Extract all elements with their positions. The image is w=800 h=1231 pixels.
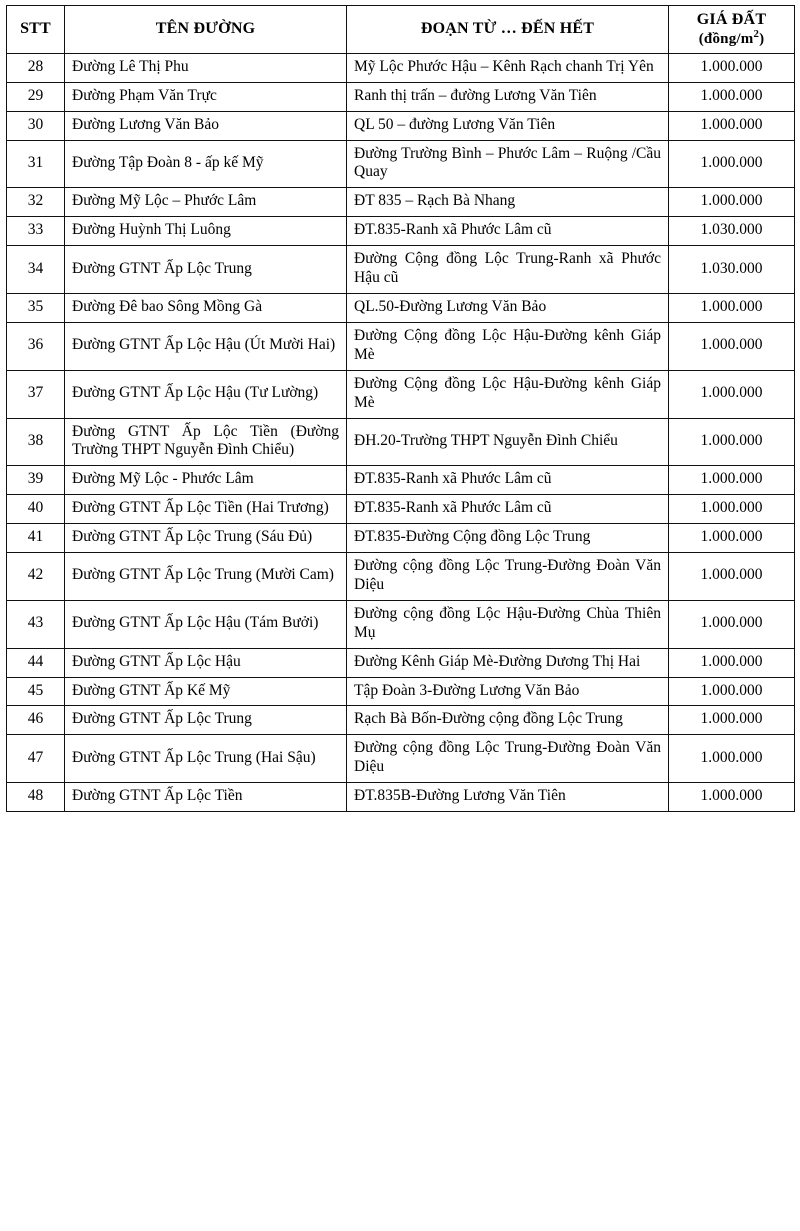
cell-street-name: Đường GTNT Ấp Lộc Tiền (Đường Trường THPT Nguyễn Đình Chiểu): [65, 418, 347, 466]
table-row: [7, 600, 795, 648]
column-header-street-name: TÊN ĐƯỜNG: [65, 6, 347, 54]
cell-segment: Đường Cộng đồng Lộc Hậu-Đường kênh Giáp Mè: [347, 322, 669, 370]
cell-price: 1.000.000: [669, 188, 795, 217]
cell-price: 1.000.000: [669, 293, 795, 322]
cell-price: 1.000.000: [669, 706, 795, 735]
table-row: [7, 783, 795, 812]
cell-street-name: Đường Huỳnh Thị Luông: [65, 217, 347, 246]
cell-street-name: Đường GTNT Ấp Lộc Hậu (Tám Bưởi): [65, 600, 347, 648]
cell-segment: Đường Cộng đồng Lộc Trung-Ranh xã Phước Hậu cũ: [347, 246, 669, 294]
table-row: [7, 524, 795, 553]
cell-stt: 48: [7, 783, 65, 812]
cell-stt: 39: [7, 466, 65, 495]
price-unit-prefix: (đồng/m: [698, 30, 754, 47]
cell-segment: ĐT.835B-Đường Lương Văn Tiên: [347, 783, 669, 812]
cell-segment: Đường cộng đồng Lộc Trung-Đường Đoàn Văn Diệu: [347, 735, 669, 783]
cell-stt: 37: [7, 370, 65, 418]
table-row: [7, 495, 795, 524]
cell-price: 1.000.000: [669, 524, 795, 553]
cell-street-name: Đường GTNT Ấp Lộc Hậu (Út Mười Hai): [65, 322, 347, 370]
table-row: [7, 418, 795, 466]
cell-price: 1.000.000: [669, 648, 795, 677]
cell-street-name: Đường Mỹ Lộc - Phước Lâm: [65, 466, 347, 495]
table-row: [7, 140, 795, 188]
cell-price: 1.000.000: [669, 53, 795, 82]
cell-stt: 44: [7, 648, 65, 677]
cell-stt: 31: [7, 140, 65, 188]
table-row: [7, 735, 795, 783]
cell-segment: QL.50-Đường Lương Văn Bảo: [347, 293, 669, 322]
cell-price: 1.000.000: [669, 111, 795, 140]
table-row: [7, 648, 795, 677]
cell-stt: 28: [7, 53, 65, 82]
cell-street-name: Đường Tập Đoàn 8 - ấp kế Mỹ: [65, 140, 347, 188]
cell-segment: ĐT.835-Ranh xã Phước Lâm cũ: [347, 466, 669, 495]
cell-segment: ĐH.20-Trường THPT Nguyễn Đình Chiểu: [347, 418, 669, 466]
cell-price: 1.000.000: [669, 735, 795, 783]
table-row: [7, 111, 795, 140]
cell-street-name: Đường GTNT Ấp Lộc Trung (Sáu Đủ): [65, 524, 347, 553]
cell-segment: ĐT.835-Ranh xã Phước Lâm cũ: [347, 217, 669, 246]
table-row: [7, 370, 795, 418]
cell-stt: 43: [7, 600, 65, 648]
cell-stt: 33: [7, 217, 65, 246]
column-header-stt: STT: [7, 6, 65, 54]
cell-stt: 36: [7, 322, 65, 370]
table-row: [7, 217, 795, 246]
cell-stt: 29: [7, 82, 65, 111]
land-price-table: [6, 5, 795, 812]
column-header-price: [669, 6, 795, 54]
cell-segment: Đường Cộng đồng Lộc Hậu-Đường kênh Giáp Mè: [347, 370, 669, 418]
cell-street-name: Đường GTNT Ấp Lộc Trung (Mười Cam): [65, 553, 347, 601]
cell-segment: Đường cộng đồng Lộc Hậu-Đường Chùa Thiên Mụ: [347, 600, 669, 648]
cell-price: 1.000.000: [669, 600, 795, 648]
cell-price: 1.000.000: [669, 553, 795, 601]
cell-segment: Rạch Bà Bốn-Đường cộng đồng Lộc Trung: [347, 706, 669, 735]
cell-price: 1.000.000: [669, 466, 795, 495]
cell-price: 1.000.000: [669, 140, 795, 188]
cell-stt: 35: [7, 293, 65, 322]
cell-street-name: Đường GTNT Ấp Lộc Trung (Hai Sậu): [65, 735, 347, 783]
column-header-segment: ĐOẠN TỪ … ĐẾN HẾT: [347, 6, 669, 54]
cell-street-name: Đường Mỹ Lộc – Phước Lâm: [65, 188, 347, 217]
column-header-price-unit: [676, 27, 787, 48]
cell-segment: ĐT 835 – Rạch Bà Nhang: [347, 188, 669, 217]
cell-price: 1.000.000: [669, 82, 795, 111]
cell-segment: Tập Đoàn 3-Đường Lương Văn Bảo: [347, 677, 669, 706]
table-row: [7, 706, 795, 735]
cell-stt: 46: [7, 706, 65, 735]
cell-street-name: Đường GTNT Ấp Lộc Tiền (Hai Trương): [65, 495, 347, 524]
cell-price: 1.000.000: [669, 495, 795, 524]
cell-street-name: Đường Phạm Văn Trực: [65, 82, 347, 111]
table-row: [7, 82, 795, 111]
cell-price: 1.030.000: [669, 246, 795, 294]
cell-price: 1.000.000: [669, 370, 795, 418]
cell-segment: Đường Kênh Giáp Mè-Đường Dương Thị Hai: [347, 648, 669, 677]
cell-street-name: Đường Lê Thị Phu: [65, 53, 347, 82]
table-row: [7, 322, 795, 370]
table-row: [7, 188, 795, 217]
cell-street-name: Đường Lương Văn Bảo: [65, 111, 347, 140]
cell-street-name: Đường GTNT Ấp Lộc Trung: [65, 706, 347, 735]
column-header-price-main: GIÁ ĐẤT: [696, 11, 767, 28]
cell-segment: Đường cộng đồng Lộc Trung-Đường Đoàn Văn Diệu: [347, 553, 669, 601]
price-unit-exponent: 2: [753, 27, 760, 40]
table-row: [7, 466, 795, 495]
cell-stt: 45: [7, 677, 65, 706]
table-row: [7, 553, 795, 601]
price-unit-suffix: ): [759, 30, 765, 47]
cell-segment: QL 50 – đường Lương Văn Tiên: [347, 111, 669, 140]
cell-price: 1.000.000: [669, 783, 795, 812]
cell-stt: 38: [7, 418, 65, 466]
cell-stt: 47: [7, 735, 65, 783]
table-header-row: [7, 6, 795, 54]
cell-stt: 41: [7, 524, 65, 553]
table-row: [7, 293, 795, 322]
cell-segment: ĐT.835-Đường Cộng đồng Lộc Trung: [347, 524, 669, 553]
cell-street-name: Đường GTNT Ấp Lộc Hậu: [65, 648, 347, 677]
cell-street-name: Đường GTNT Ấp Lộc Hậu (Tư Lường): [65, 370, 347, 418]
cell-street-name: Đường GTNT Ấp Lộc Trung: [65, 246, 347, 294]
cell-stt: 40: [7, 495, 65, 524]
cell-segment: Đường Trường Bình – Phước Lâm – Ruộng /Cầu Quay: [347, 140, 669, 188]
cell-segment: Ranh thị trấn – đường Lương Văn Tiên: [347, 82, 669, 111]
table-header: [7, 6, 795, 54]
cell-price: 1.030.000: [669, 217, 795, 246]
table-row: [7, 53, 795, 82]
cell-stt: 32: [7, 188, 65, 217]
table-row: [7, 677, 795, 706]
cell-street-name: Đường GTNT Ấp Kế Mỹ: [65, 677, 347, 706]
table-body: [7, 53, 795, 811]
table-row: [7, 246, 795, 294]
cell-stt: 34: [7, 246, 65, 294]
cell-segment: Mỹ Lộc Phước Hậu – Kênh Rạch chanh Trị Yên: [347, 53, 669, 82]
cell-stt: 30: [7, 111, 65, 140]
cell-price: 1.000.000: [669, 418, 795, 466]
cell-price: 1.000.000: [669, 322, 795, 370]
cell-street-name: Đường Đê bao Sông Mồng Gà: [65, 293, 347, 322]
cell-stt: 42: [7, 553, 65, 601]
cell-segment: ĐT.835-Ranh xã Phước Lâm cũ: [347, 495, 669, 524]
cell-price: 1.000.000: [669, 677, 795, 706]
cell-street-name: Đường GTNT Ấp Lộc Tiền: [65, 783, 347, 812]
